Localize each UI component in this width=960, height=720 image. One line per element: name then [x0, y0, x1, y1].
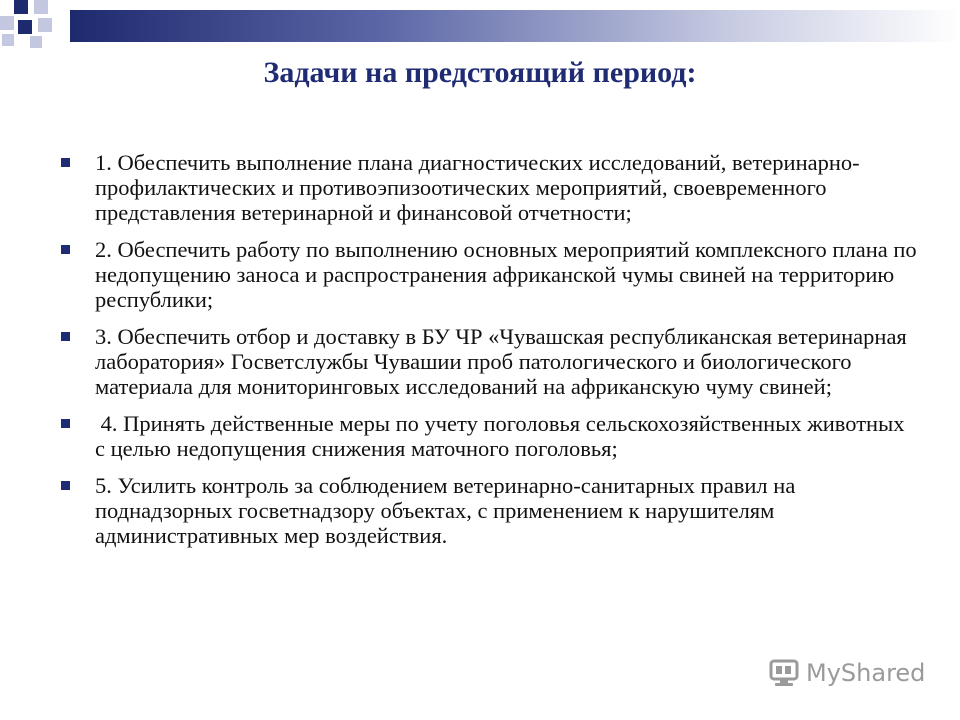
decor-square	[0, 16, 14, 30]
decor-square	[2, 34, 14, 46]
task-list	[60, 150, 920, 560]
list-item	[60, 411, 920, 461]
square-bullet-icon	[61, 245, 70, 254]
square-bullet-icon	[61, 419, 70, 428]
decor-square	[34, 0, 48, 14]
list-item	[60, 237, 920, 312]
list-item-text: 3. Обеспечить отбор и доставку в БУ ЧР «Чувашская республиканская ветеринарная лаборатория» Госветслужбы Чувашии проб патологического и биологического материала для мониторинговых исследований на африканскую чуму свиней;	[95, 324, 907, 399]
decor-square	[30, 36, 42, 48]
list-item-text: 1. Обеспечить выполнение плана диагностических исследований, ветеринарно-профилактических и противоэпизоотических мероприятий, своевременного представления ветеринарной и финансовой отчетности;	[95, 150, 860, 225]
decor-square	[38, 18, 52, 32]
header-gradient-band	[70, 10, 960, 42]
watermark	[768, 656, 925, 690]
list-item	[60, 473, 920, 548]
list-item-text: 2. Обеспечить работу по выполнению основных мероприятий комплексного плана по недопущению заноса и распространения африканской чумы свиней на территорию республики;	[95, 237, 917, 312]
decor-square	[14, 0, 28, 14]
list-item	[60, 324, 920, 399]
decor-square	[18, 20, 32, 34]
monitor-icon	[768, 658, 800, 688]
header-decoration	[0, 0, 960, 48]
slide-title: Задачи на предстоящий период:	[263, 56, 697, 89]
list-item-text: 5. Усилить контроль за соблюдением ветеринарно-санитарных правил на поднадзорных госветнадзору объектах, с применением к нарушителям административных мер воздействия.	[95, 473, 796, 548]
square-bullet-icon	[61, 481, 70, 490]
watermark-text: MyShared	[806, 659, 926, 687]
list-item	[60, 150, 920, 225]
square-bullet-icon	[61, 158, 70, 167]
list-item-text: 4. Принять действенные меры по учету поголовья сельскохозяйственных животных с целью недопущения снижения маточного поголовья;	[95, 411, 911, 461]
square-bullet-icon	[61, 332, 70, 341]
